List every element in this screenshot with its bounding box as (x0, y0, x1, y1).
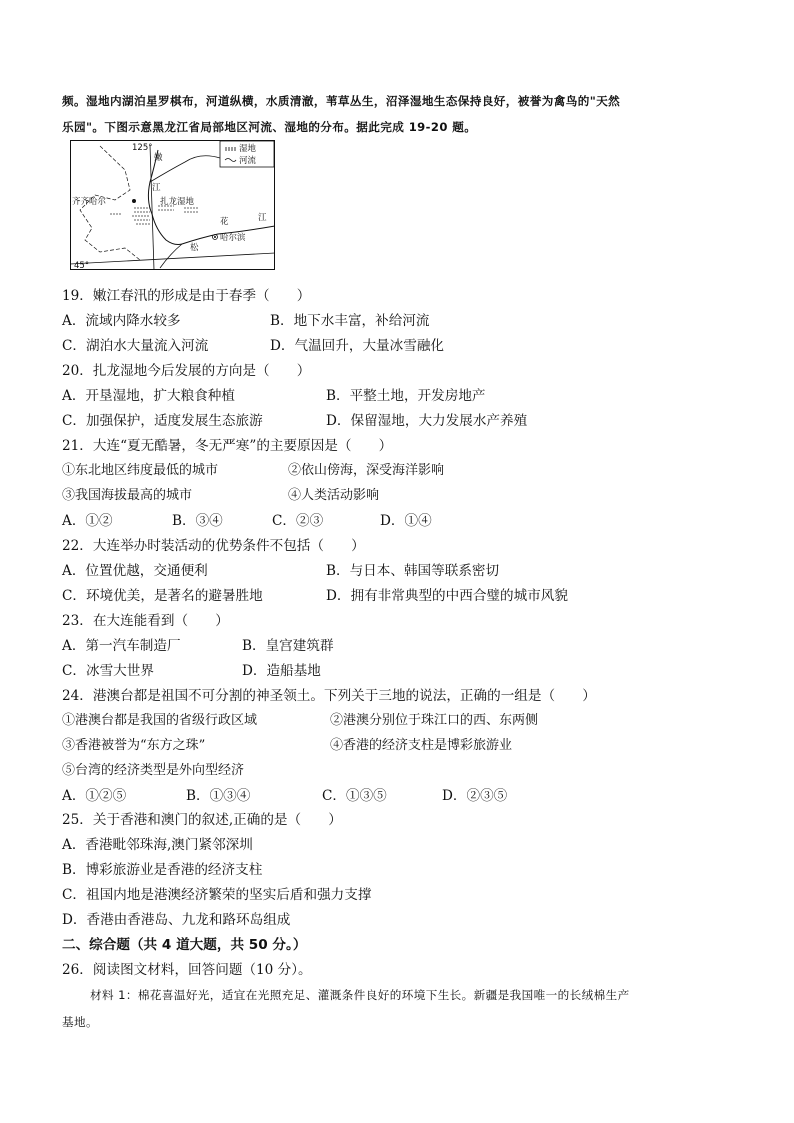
qiqihar-label: 齐齐哈尔 (72, 197, 107, 207)
legend-wetland-label: 湿地 (239, 144, 257, 154)
q22-option-b: B．与日本、韩国等联系密切 (326, 563, 500, 579)
q24-item-1: ①港澳台都是我国的省级行政区域 (62, 713, 258, 728)
q24-stem: 24．港澳台都是祖国不可分割的神圣领土。下列关于三地的说法，正确的一组是（ ） (62, 688, 596, 704)
q21-item-3: ③我国海拔最高的城市 (62, 488, 193, 503)
q20-option-b: B．平整土地，开发房地产 (326, 388, 486, 404)
q20-option-a: A．开垦湿地，扩大粮食种植 (62, 388, 235, 404)
q24-option-c: C．①③⑤ (322, 788, 387, 804)
q24-item-4: ④香港的经济支柱是博彩旅游业 (330, 738, 513, 753)
q20-option-c: C．加强保护，适度发展生态旅游 (62, 413, 263, 429)
q19-option-d: D．气温回升，大量冰雪融化 (270, 338, 445, 354)
q25-option-b: B．博彩旅游业是香港的经济支柱 (62, 862, 263, 878)
q21-stem: 21．大连“夏无酷暑，冬无严寒”的主要原因是（ ） (62, 438, 393, 454)
latitude-label: 45° (74, 261, 90, 270)
q21-option-c: C．②③ (272, 513, 324, 529)
jiang-label-right: 江 (258, 213, 267, 223)
q21-item-1: ①东北地区纬度最低的城市 (62, 463, 219, 478)
q21-option-d: D．①④ (380, 513, 432, 529)
heilongjiang-wetland-map (70, 140, 275, 270)
q21-item-2: ②依山傍海，深受海洋影响 (288, 463, 445, 478)
q24-option-a: A．①②⑤ (62, 788, 127, 804)
q23-option-b: B．皇宫建筑群 (242, 638, 334, 654)
q23-option-c: C．冰雪大世界 (62, 663, 154, 679)
q23-option-d: D．造船基地 (242, 663, 321, 679)
q23-option-a: A．第一汽车制造厂 (62, 638, 181, 654)
q22-option-d: D．拥有非常典型的中西合璧的城市风貌 (326, 588, 568, 604)
material-1-line-1: 材料 1：棉花喜温好光，适宜在光照充足、灌溉条件良好的环境下生长。新疆是我国唯一的长绒棉生产 (90, 988, 630, 1002)
q21-option-b: B．③④ (172, 513, 223, 529)
q24-item-2: ②港澳分别位于珠江口的西、东两侧 (330, 713, 539, 728)
q22-option-a: A．位置优越，交通便利 (62, 563, 208, 579)
legend-river-label: 河流 (239, 156, 257, 166)
q24-item-3: ③香港被誉为“东方之珠” (62, 738, 206, 753)
intro-line-1: 频。湿地内湖泊星罗棋布，河道纵横，水质清澈，苇草丛生，沼泽湿地生态保持良好，被誉为禽鸟的"天然 (62, 94, 621, 108)
harbin-label: 哈尔滨 (220, 233, 246, 243)
song-label: 松 (190, 243, 199, 253)
q24-item-5: ⑤台湾的经济类型是外向型经济 (62, 763, 245, 778)
q20-stem: 20．扎龙湿地今后发展的方向是（ ） (62, 363, 311, 379)
q21-option-a: A．①② (62, 513, 113, 529)
nen-label: 嫩 (154, 153, 163, 163)
q25-option-c: C．祖国内地是港澳经济繁荣的坚实后盾和强力支撑 (62, 887, 372, 903)
q20-option-d: D．保留湿地，大力发展水产养殖 (326, 413, 528, 429)
q24-option-d: D．②③⑤ (442, 788, 508, 804)
material-1-line-2: 基地。 (62, 1015, 98, 1029)
section-2-title: 二、综合题（共 4 道大题，共 50 分。） (62, 937, 307, 953)
q25-stem: 25．关于香港和澳门的叙述,正确的是（ ） (62, 812, 342, 828)
q25-option-a: A．香港毗邻珠海,澳门紧邻深圳 (62, 837, 253, 853)
q19-stem: 19．嫩江春汛的形成是由于春季（ ） (62, 288, 311, 304)
q23-stem: 23．在大连能看到（ ） (62, 613, 229, 629)
q26-stem: 26．阅读图文材料，回答问题（10 分）。 (62, 962, 312, 978)
q22-stem: 22．大连举办时装活动的优势条件不包括（ ） (62, 538, 365, 554)
q25-option-d: D．香港由香港岛、九龙和路环岛组成 (62, 912, 291, 928)
q19-option-c: C．湖泊水大量流入河流 (62, 338, 209, 354)
q19-option-a: A．流域内降水较多 (62, 313, 181, 329)
q24-option-b: B．①③④ (186, 788, 251, 804)
q22-option-c: C．环境优美，是著名的避暑胜地 (62, 588, 263, 604)
jiang-label-left: 江 (152, 183, 161, 193)
zhalong-label: 扎龙湿地 (160, 197, 195, 207)
q21-item-4: ④人类活动影响 (288, 488, 380, 503)
hua-label: 花 (220, 217, 229, 227)
intro-line-2: 乐园"。下图示意黑龙江省局部地区河流、湿地的分布。据此完成 19-20 题。 (62, 120, 477, 134)
qiqihar-point (132, 199, 136, 203)
q19-option-b: B．地下水丰富，补给河流 (270, 313, 430, 329)
longitude-label: 125° (132, 143, 153, 153)
